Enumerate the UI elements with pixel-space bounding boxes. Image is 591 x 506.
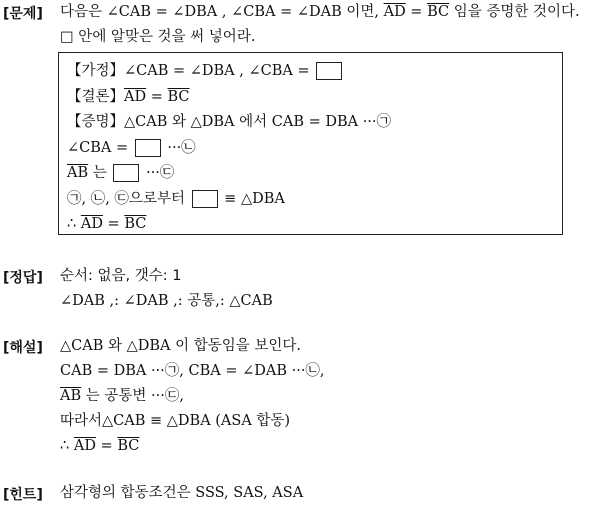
answer-line-1: 순서: 없음, 갯수: 1	[60, 268, 182, 284]
blank-box-1[interactable]	[316, 62, 342, 80]
segment-ad: $\overline{AD}$	[383, 4, 406, 20]
proof-assumption: 【가정】∠CAB = ∠DBA , ∠CBA =	[67, 59, 554, 85]
hint-tag: [힌트]	[3, 487, 43, 503]
explanation-line-1: △CAB 와 △DBA 이 합동임을 보인다.	[60, 338, 301, 354]
proof-conclusion: 【결론】$\overline{AD} = \overline{BC}$	[67, 88, 190, 105]
explanation-line-4: 따라서△CAB ≡ △DBA (ASA 합동)	[60, 413, 291, 429]
blank-box-3[interactable]	[113, 164, 139, 182]
proof-step-2: ∠CBA = ···㉡	[67, 139, 196, 156]
proof-box	[58, 52, 563, 235]
problem-statement: 다음은 ∠CAB = ∠DBA , ∠CBA = ∠DAB 이면, $\overline{AD} = \overline{BC}$ 임을 증명한 것이다.	[60, 4, 580, 20]
hint-text: 삼각형의 합동조건은 SSS, SAS, ASA	[60, 485, 304, 501]
blank-box-4[interactable]	[192, 190, 218, 208]
problem-tag: [문제]	[3, 6, 43, 22]
answer-tag: [정답]	[3, 270, 43, 286]
blank-box-2[interactable]	[135, 139, 161, 157]
proof-step-1: 【증명】△CAB 와 △DBA 에서 CAB = DBA ···㉠	[67, 114, 392, 130]
problem-instruction: □ 안에 알맞은 것을 써 넣어라.	[60, 29, 256, 45]
proof-final: ∴ $\overline{AD} = \overline{BC}$	[67, 216, 147, 232]
explanation-tag: [해설]	[3, 340, 43, 356]
proof-step-4: ㉠, ㉡, ㉢으로부터 ≡ △DBA	[67, 190, 285, 207]
explanation-line-5: ∴ $\overline{AD} = \overline{BC}$	[60, 438, 140, 454]
answer-line-2: ∠DAB ,: ∠DAB ,: 공통,: △CAB	[60, 293, 273, 309]
explanation-line-2: CAB = DBA ···㉠, CBA = ∠DAB ···㉡,	[60, 363, 325, 379]
segment-bc: $\overline{BC}$	[427, 4, 450, 20]
explanation-line-3: $\overline{AB}$ 는 공통변 ···㉢,	[60, 388, 184, 404]
proof-step-3: $\overline{AB}$ 는 ···㉢	[67, 165, 175, 181]
